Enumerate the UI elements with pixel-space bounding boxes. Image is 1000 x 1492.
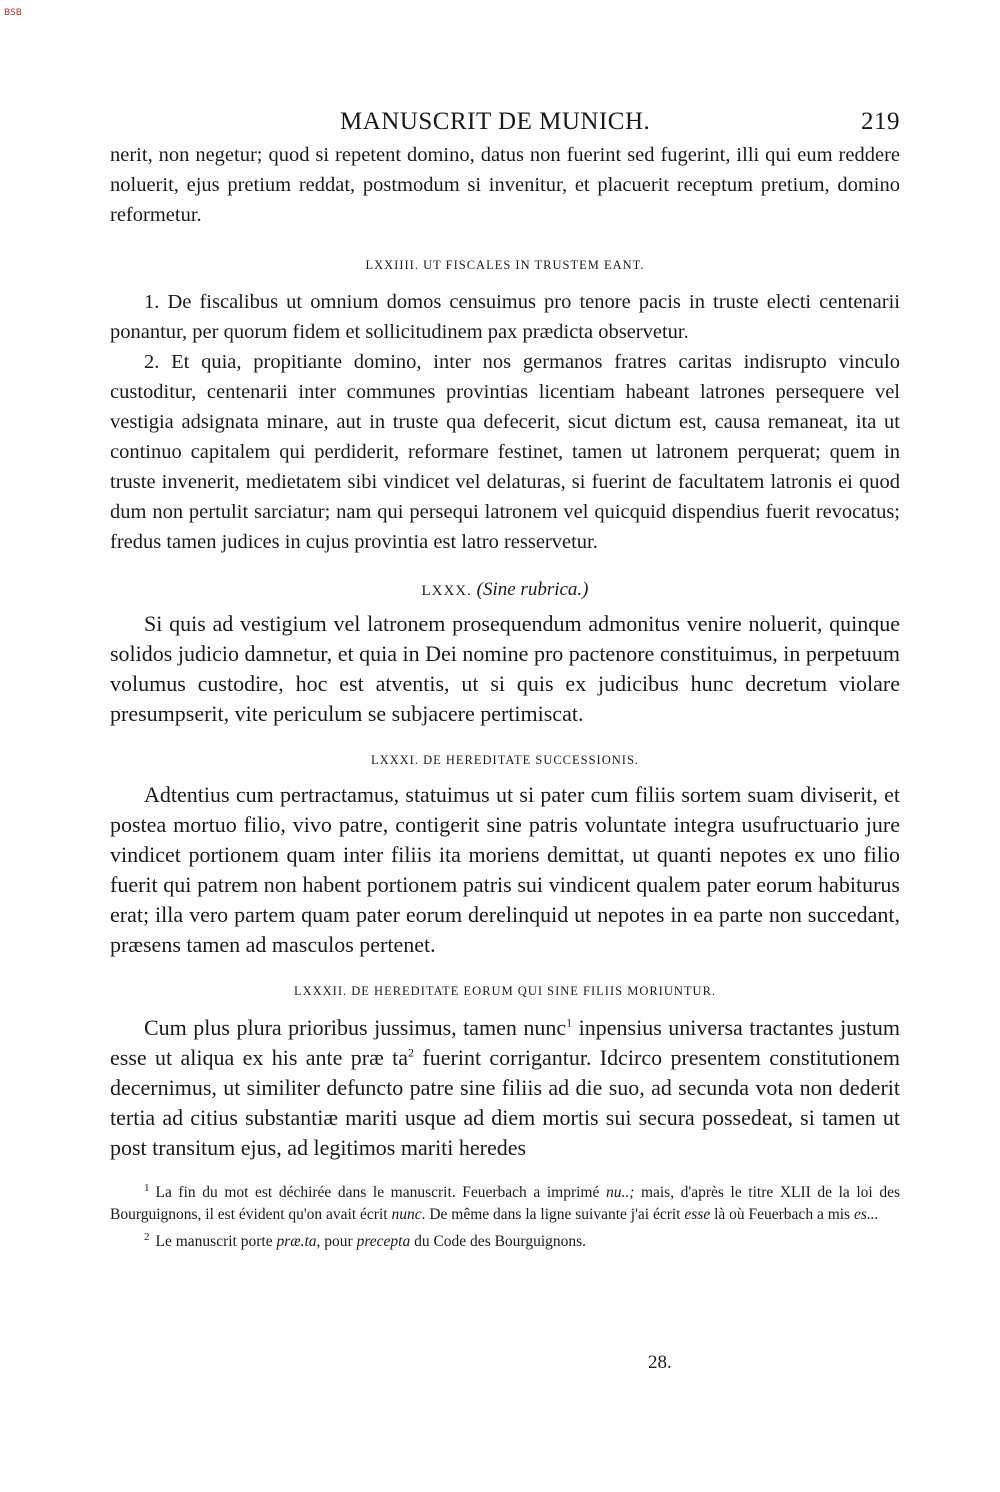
note-text: La fin du mot est déchirée dans le manuscrit. Feuerbach a imprimé [155, 1184, 606, 1202]
text-run: inpensius universa tractantes justum esse ut aliqua ex his ante præ ta [110, 1015, 900, 1070]
paragraph-lxxiiii-1: 1. De fiscalibus ut omnium domos censuimus pro tenore pacis in truste electi centenarii ponantur, per quorum fidem et sollicitudinem pax prædicta observetur. [110, 291, 900, 343]
footnote-number: 2 [144, 1231, 150, 1244]
page-body [110, 108, 900, 1253]
rubric-note: (Sine rubrica.) [476, 579, 589, 600]
note-text: là où Feuerbach a mis [710, 1206, 854, 1224]
footnote-number: 1 [144, 1182, 150, 1194]
paragraph-lxxiiii-2: 2. Et quia, propitiante domino, inter nos germanos fratres caritas indisrupto vinculo custoditur, centenarii inter communes provintias licentiam habeant latrones persequere vel vestigia adsignata minare, aut in truste qua defecerit, sicut dictum est, causa remaneat, ita ut continuo capitalem qui perdiderit, reformare festinet, tamen ut latronem perquerat; quem in truste invenerit, medietatem sibi vindicet vel delaturas, si fuerint de facultatem latronis ei quod dum non pertulit sarciatur; nam qui persequi latronem vel quicquid dispendius fuerit revocatus; fredus tamen judices in cujus provintia est latro resservetur. [110, 351, 900, 553]
paragraph-continued: nerit, non negetur; quod si repetent domino, datus non fuerint sed fugerint, illi qui eum reddere noluerit, ejus pretium reddat, postmodum si invenitur, et placuerit receptum pretium, domino reformetur. [110, 144, 900, 226]
note-italic: esse [684, 1206, 711, 1224]
note-text: du Code des Bourguignons. [410, 1233, 587, 1251]
note-italic: es... [853, 1206, 879, 1224]
paragraph-lxxx: Si quis ad vestigium vel latronem prosequendum admonitus venire noluerit, quinque solidos judicio damnetur, et quia in Dei nomine pro pactenore constituimus, in perpetuum volumus custodire, hoc est atventis, ut si quis ex judicibus hunc decretum violare presumpserit, vite periculum se subjacere pertimiscat. [110, 611, 900, 726]
signature-mark: 28. [648, 1352, 672, 1373]
note-italic: precepta [356, 1233, 411, 1251]
page-number: 219 [861, 108, 900, 135]
note-italic: nunc [391, 1206, 422, 1224]
note-italic: præ.ta [276, 1233, 317, 1251]
section-heading-lxxxii: LXXXII. DE HEREDITATE EORUM QUI SINE FILIIS MORIUNTUR. [293, 984, 717, 998]
section-heading-lxxxi: LXXXI. DE HEREDITATE SUCCESSIONIS. [370, 753, 640, 767]
paragraph-lxxxii [110, 1013, 900, 1163]
note-italic: nu..; [605, 1184, 635, 1202]
note-text: Le manuscrit porte [155, 1233, 277, 1251]
footnote-ref-2: 2 [408, 1045, 415, 1060]
text-run: fuerint corrigantur. Idcirco presentem constitutionem decernimus, ut similiter defuncto patre sine filiis ad die suo, ad secunda vota non dederit tertia ad citius substantiæ mariti usque ad diem mortis sui secura possedeat, si tamen ut post transitum ejus, ad legitimos mariti heredes [110, 1045, 901, 1160]
note-text: mais, d'après le titre XLII de la loi des Bourguignons, il est évident qu'on avait écrit [110, 1184, 900, 1224]
running-header [110, 108, 900, 140]
running-title: MANUSCRIT DE MUNICH. [340, 108, 651, 135]
note-text: , pour [316, 1233, 357, 1251]
footnote-2 [110, 1226, 900, 1253]
footnote-1 [110, 1177, 900, 1226]
section-number: LXXX. [421, 583, 472, 599]
footnote-ref-1: 1 [566, 1015, 573, 1030]
footnotes [110, 1177, 900, 1253]
paragraph-lxxxi: Adtentius cum pertractamus, statuimus ut si pater cum filiis sortem suam diviserit, et postea mortuo filio, vivo patre, contigerit sine patris voluntate integra usufructuario jure vindicet portionem quam inter filiis ita moriens demittat, ut quanti nepotes ex uno filio fuerit qui patrem non habent portionem patris sui vindicent qualem pater eorum habiturus erat; illa vero partem quam pater eorum derelinquid ut nepotes in ea parte non succedant, præsens tamen ad masculos pertenet. [110, 782, 900, 957]
section-heading-lxxiiii: LXXIIII. UT FISCALES IN TRUSTEM EANT. [365, 258, 645, 272]
text-run: Cum plus plura prioribus jussimus, tamen nunc [144, 1015, 567, 1040]
library-watermark: BSB [4, 8, 22, 18]
section-heading-lxxx [110, 579, 900, 601]
note-text: . De même dans la ligne suivante j'ai écrit [421, 1206, 685, 1224]
